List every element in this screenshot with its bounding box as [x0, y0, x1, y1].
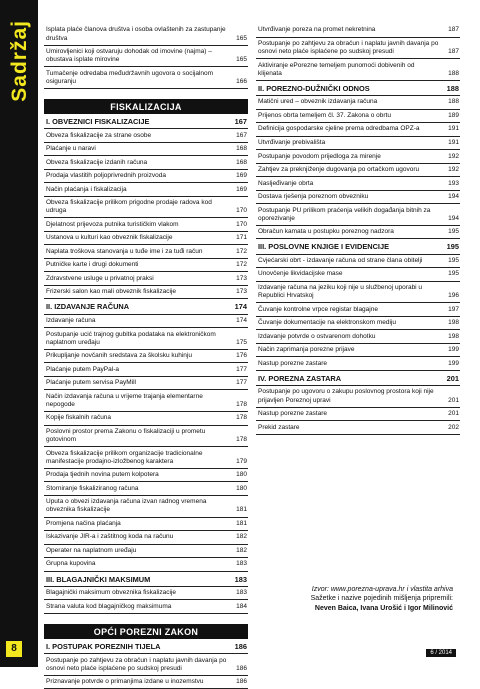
- toc-page-number: 195: [448, 228, 459, 236]
- toc-entry-row[interactable]: [44, 558, 248, 572]
- toc-page-number: 198: [448, 332, 459, 340]
- toc-page-number: 197: [448, 305, 459, 313]
- toc-entry-row[interactable]: [256, 330, 460, 344]
- toc-page-number: 194: [448, 193, 459, 201]
- toc-entry-row[interactable]: [256, 386, 460, 408]
- toc-page-number: 171: [236, 234, 247, 242]
- toc-entry-title: Utvrđivanje prebivališta: [258, 138, 326, 146]
- toc-page-number: 187: [448, 48, 459, 56]
- toc-entry-title: Putničke karte i drugi dokumenti: [46, 261, 139, 269]
- toc-chapter-row[interactable]: [44, 299, 248, 314]
- toc-page-number: 202: [448, 423, 459, 431]
- toc-entry-title: Prijenos obrta temeljem čl. 37. Zakona o obrtu: [258, 111, 391, 119]
- toc-entry-row[interactable]: [256, 317, 460, 331]
- section-heading: OPĆI POREZNI ZAKON: [44, 624, 248, 639]
- toc-entry-row[interactable]: [44, 315, 248, 329]
- left-column: [44, 24, 248, 689]
- toc-entry-row[interactable]: [256, 357, 460, 371]
- toc-page-number: 167: [236, 131, 247, 139]
- issue-badge: 6 / 2014: [426, 649, 456, 657]
- toc-entry-title: Uputa o obvezi izdavanja računa izvan radnog vremena obveznika fiskalizacije: [46, 498, 207, 514]
- toc-page-number: 178: [236, 400, 247, 408]
- toc-entry-title: Izdavanje računa na jeziku koji nije u službenoj uporabi u Republici Hrvatskoj: [258, 284, 423, 300]
- toc-entry-title: Izdavanje potvrde o ostvarenom dohotku: [258, 332, 376, 340]
- toc-page-number: 178: [236, 414, 247, 422]
- toc-entry-row[interactable]: [256, 59, 460, 81]
- toc-entry-row[interactable]: [44, 676, 248, 689]
- toc-page-number: 172: [236, 247, 247, 255]
- toc-page-number: 187: [448, 26, 459, 34]
- toc-page-number: 181: [236, 506, 247, 514]
- toc-entry-title: Kopije fiskalnih računa: [46, 414, 112, 422]
- toc-entry-row[interactable]: [44, 496, 248, 518]
- toc-entry-row[interactable]: [44, 67, 248, 89]
- toc-entry-title: Čuvanje kontrolne vrpce registar blagajne: [258, 305, 378, 313]
- toc-page-number: 195: [446, 242, 459, 252]
- toc-page-number: 166: [236, 77, 247, 85]
- toc-entry-row[interactable]: [256, 110, 460, 124]
- toc-entry-row[interactable]: [44, 218, 248, 232]
- toc-entry-row[interactable]: [256, 177, 460, 191]
- toc-entry-title: Zdravstvene usluge u privatnoj praksi: [46, 274, 154, 282]
- toc-page-number: 193: [448, 179, 459, 187]
- toc-page-number: 176: [236, 352, 247, 360]
- toc-entry-row[interactable]: [44, 377, 248, 391]
- toc-entry-row[interactable]: [44, 363, 248, 377]
- toc-entry-title: Priznavanje potvrde o primanjima izdane u inozemstvu: [46, 678, 204, 686]
- toc-entry-row[interactable]: [44, 197, 248, 219]
- sidebar: [0, 0, 38, 667]
- toc-entry-row[interactable]: [44, 143, 248, 157]
- toc-entry-row[interactable]: [44, 46, 248, 68]
- toc-entry-row[interactable]: [44, 654, 248, 676]
- toc-entry-title: Plaćanje putem servisa PayMill: [46, 379, 136, 387]
- toc-page-number: 191: [448, 125, 459, 133]
- toc-entry-row[interactable]: [256, 226, 460, 240]
- toc-page-number: 181: [236, 519, 247, 527]
- toc-entry-title: Tumačenje odredaba međudržavnih ugovora o socijalnom osiguranju: [46, 69, 214, 85]
- toc-entry-title: Prodaja vlastitih poljoprivrednih proizvoda: [46, 172, 166, 180]
- toc-chapter-row[interactable]: [44, 572, 248, 587]
- toc-entry-row[interactable]: [256, 255, 460, 269]
- toc-page-number: 184: [236, 602, 247, 610]
- toc-page-number: 183: [236, 589, 247, 597]
- toc-entry-title: II. IZDAVANJE RAČUNA: [46, 302, 130, 312]
- toc-page-number: 167: [234, 116, 247, 126]
- toc-page-number: 194: [448, 214, 459, 222]
- toc-entry-row[interactable]: [44, 545, 248, 559]
- toc-entry-row[interactable]: [44, 412, 248, 426]
- toc-page-number: 188: [448, 69, 459, 77]
- toc-entry-row[interactable]: [256, 268, 460, 282]
- footer-note: [253, 585, 453, 613]
- toc-entry-row[interactable]: [256, 96, 460, 110]
- toc-entry-title: Unovčenje likvidacijske mase: [258, 270, 343, 278]
- toc-entry-title: Utvrđivanje poreza na promet nekretnina: [258, 26, 376, 34]
- toc-entry-title: Nastup porezne zastare: [258, 410, 328, 418]
- toc-entry-row[interactable]: [44, 600, 248, 614]
- toc-entry-title: Plaćanje u naravi: [46, 145, 96, 153]
- footer-source: Izvor: www.porezna-uprava.hr i vlastita arhiva: [311, 586, 453, 593]
- toc-entry-row[interactable]: [256, 150, 460, 164]
- toc-entry-row[interactable]: [44, 272, 248, 286]
- toc-entry-title: II. POREZNO-DUŽNIČKI ODNOS: [258, 83, 370, 93]
- toc-page-number: 173: [236, 274, 247, 282]
- toc-entry-title: Naplata troškova stanovanja u tuđe ime i za tuđi račun: [46, 247, 203, 255]
- toc-entry-title: Promjena načina plaćanja: [46, 519, 121, 527]
- toc-page-number: 174: [236, 317, 247, 325]
- toc-entry-title: Poslovni prostor prema Zakonu o fiskalizaciji u prometu gotovinom: [46, 427, 206, 444]
- toc-page-number: 195: [448, 270, 459, 278]
- toc-page-number: 183: [236, 560, 247, 568]
- toc-page-number: 191: [448, 138, 459, 146]
- sidebar-title: Sadržaj: [8, 20, 31, 102]
- toc-page-number: 189: [448, 111, 459, 119]
- footer-names: Neven Baica, Ivana Urošić i Igor Milinović: [314, 604, 453, 612]
- toc-entry-row[interactable]: [44, 482, 248, 496]
- toc-entry-title: Nasljeđivanje obrta: [258, 179, 314, 187]
- toc-entry-title: Dostava rješenja poreznom obvezniku: [258, 193, 369, 201]
- toc-entry-title: III. POSLOVNE KNJIGE I EVIDENCIJE: [258, 242, 390, 252]
- toc-entry-row[interactable]: [44, 24, 248, 46]
- toc-entry-row[interactable]: [256, 421, 460, 435]
- toc-entry-row[interactable]: [44, 531, 248, 545]
- toc-entry-title: IV. POREZNA ZASTARA: [258, 373, 342, 383]
- toc-chapter-row[interactable]: [256, 81, 460, 96]
- toc-entry-title: Blagajnički maksimum obveznika fiskalizacije: [46, 589, 177, 597]
- toc-page-number: 182: [236, 533, 247, 541]
- toc-entry-row[interactable]: [44, 129, 248, 143]
- toc-entry-title: Strana valuta kod blagajničkog maksimuma: [46, 602, 172, 610]
- toc-page-number: 201: [448, 396, 459, 404]
- toc-chapter-row[interactable]: [256, 239, 460, 254]
- toc-entry-row[interactable]: [44, 426, 248, 448]
- toc-page-number: 170: [236, 220, 247, 228]
- toc-page-number: 170: [236, 207, 247, 215]
- toc-entry-title: Ustanova u kulturi kao obveznik fiskalizacije: [46, 234, 173, 242]
- toc-page-number: 186: [234, 641, 247, 651]
- toc-entry-row[interactable]: [256, 24, 460, 38]
- toc-entry-row[interactable]: [44, 390, 248, 412]
- toc-page-number: 174: [234, 302, 247, 312]
- toc-entry-title: Aktiviranje ePorezne temeljem punomoći dobivenih od klijenata: [258, 61, 415, 77]
- toc-page-number: 201: [446, 373, 459, 383]
- toc-page-number: 199: [448, 359, 459, 367]
- toc-entry-row[interactable]: [256, 38, 460, 60]
- toc-entry-title: Postupanje ucić trajnog gubitka podataka na elektroničkom naplatnom uređaju: [46, 330, 216, 346]
- toc-page-number: 180: [236, 484, 247, 492]
- toc-entry-title: Način zaprimanja porezne prijave: [258, 346, 355, 354]
- toc-entry-title: Obveza fiskalizacije prilikom prigodne prodaje radova kod udruga: [46, 199, 212, 215]
- toc-page-number: 178: [236, 436, 247, 444]
- toc-page-number: 168: [236, 145, 247, 153]
- toc-entry-title: Prekid zastare: [258, 423, 300, 431]
- toc-entry-row[interactable]: [44, 447, 248, 469]
- toc-entry-title: Zahtjev za preknjiženje dugovanja po ortačkom ugovoru: [258, 166, 420, 174]
- toc-entry-title: Način plaćanja i fiskalizacija: [46, 185, 127, 193]
- toc-entry-title: Iskazivanje JIR-a i zaštitnog koda na računu: [46, 533, 174, 541]
- toc-entry-title: Izdavanje računa: [46, 317, 96, 325]
- toc-page-number: 165: [236, 34, 247, 42]
- toc-entry-title: Umirovljenici koji ostvaruju dohodak od imovine (najma) – obustava isplate mirovine: [46, 48, 212, 64]
- toc-entry-row[interactable]: [256, 344, 460, 358]
- toc-entry-title: Definicija gospodarske cjeline prema odredbama OPZ-a: [258, 125, 420, 133]
- toc-entry-title: Grupna kupovina: [46, 560, 96, 568]
- toc-page-number: 179: [236, 457, 247, 465]
- toc-entry-row[interactable]: [44, 183, 248, 197]
- toc-entry-row[interactable]: [44, 587, 248, 601]
- toc-entry-row[interactable]: [44, 245, 248, 259]
- page-number: 8: [6, 641, 22, 657]
- toc-entry-title: Postupanje po ugovoru o zakupu poslovnog prostora koji nije prijavljen Poreznoj upravi: [258, 388, 434, 404]
- toc-entry-title: Postupanje po zahtjevu za obračun i naplatu javnih davanja po osnovi neto plaće isplaćene po sudskoj presudi: [258, 39, 439, 56]
- toc-entry-title: I. POSTUPAK POREZNIH TIJELA: [46, 641, 161, 651]
- toc-page-number: 182: [236, 546, 247, 554]
- toc-entry-title: Djelatnost prijevoza putnika turističkim vlakom: [46, 220, 179, 228]
- toc-entry-title: Operater na naplatnom uređaju: [46, 546, 137, 554]
- toc-entry-row[interactable]: [256, 204, 460, 226]
- toc-page-number: 188: [446, 83, 459, 93]
- footer-credits-label: Sažetke i nazive pojedinih mišljenja pripremili:: [310, 595, 453, 603]
- toc-entry-row[interactable]: [256, 303, 460, 317]
- toc-chapter-row[interactable]: [44, 114, 248, 129]
- toc-page-number: 172: [236, 261, 247, 269]
- toc-entry-row[interactable]: [256, 282, 460, 304]
- toc-page-number: 195: [448, 256, 459, 264]
- toc-entry-row[interactable]: [256, 191, 460, 205]
- toc-page-number: 198: [448, 319, 459, 327]
- toc-entry-row[interactable]: [44, 259, 248, 273]
- toc-page-number: 186: [236, 678, 247, 686]
- toc-entry-row[interactable]: [44, 286, 248, 300]
- toc-entry-title: Obračun kamata u postupku poreznog nadzora: [258, 228, 394, 236]
- toc-entry-title: Način izdavanja računa u vrijeme trajanja elementarne nepogode: [46, 392, 203, 408]
- toc-page-number: 183: [234, 574, 247, 584]
- toc-page-number: 177: [236, 379, 247, 387]
- toc-page-number: 188: [448, 98, 459, 106]
- toc-entry-title: III. BLAGAJNIČKI MAKSIMUM: [46, 574, 151, 584]
- toc-entry-row[interactable]: [44, 328, 248, 350]
- toc-page-number: 201: [448, 410, 459, 418]
- toc-entry-row[interactable]: [256, 123, 460, 137]
- toc-entry-title: I. OBVEZNICI FISKALIZACIJE: [46, 116, 150, 126]
- toc-entry-title: Obveza fiskalizacije za strane osobe: [46, 131, 152, 139]
- toc-chapter-row[interactable]: [256, 371, 460, 386]
- toc-page-number: 177: [236, 365, 247, 373]
- toc-entry-title: Storniranje fiskaliziranog računa: [46, 484, 139, 492]
- toc-entry-row[interactable]: [256, 164, 460, 178]
- toc-page-number: 175: [236, 338, 247, 346]
- toc-chapter-row[interactable]: [44, 639, 248, 654]
- toc-entry-title: Obveza fiskalizacije prilikom organizacije tradicionalne manifestacije prodajno-izložbenog karaktera: [46, 449, 203, 465]
- toc-page-number: 192: [448, 166, 459, 174]
- toc-entry-title: Plaćanje putem PayPal-a: [46, 365, 119, 373]
- toc-entry-row[interactable]: [44, 518, 248, 532]
- section-heading: FISKALIZACIJA: [44, 99, 248, 114]
- toc-entry-row[interactable]: [44, 170, 248, 184]
- toc-entry-title: Postupanje PU prilikom praćenja velikih događanja bitnih za oporezivanje: [258, 206, 431, 222]
- toc-page-number: 169: [236, 172, 247, 180]
- toc-entry-title: Obveza fiskalizacije izdanih računa: [46, 158, 148, 166]
- toc-entry-row[interactable]: [44, 350, 248, 364]
- toc-page-number: 165: [236, 56, 247, 64]
- toc-entry-title: Nastup porezne zastare: [258, 359, 328, 367]
- toc-page-number: 180: [236, 471, 247, 479]
- toc-entry-row[interactable]: [44, 469, 248, 483]
- toc-page-number: 196: [448, 292, 459, 300]
- toc-entry-title: Matični ured – obveznik izdavanja računa: [258, 98, 378, 106]
- toc-entry-title: Cvjećarski obrt - izdavanje računa od strane člana obitelji: [258, 256, 423, 264]
- toc-entry-row[interactable]: [44, 232, 248, 246]
- toc-entry-row[interactable]: [256, 408, 460, 422]
- toc-page-number: 199: [448, 346, 459, 354]
- toc-entry-row[interactable]: [256, 137, 460, 151]
- toc-entry-title: Frizerski salon kao mali obveznik fiskalizacije: [46, 288, 177, 296]
- toc-page-number: 186: [236, 664, 247, 672]
- toc-page-number: 169: [236, 185, 247, 193]
- toc-entry-title: Čuvanje dokumentacije na elektronskom mediju: [258, 319, 397, 327]
- toc-entry-title: Prodaja tjednih novina putem kolpotera: [46, 471, 159, 479]
- toc-entry-title: Prikupljanje novčanih sredstava za školsku kuhinju: [46, 352, 192, 360]
- toc-page-number: 173: [236, 288, 247, 296]
- toc-entry-title: Isplata plaće članova društva i osoba ovlaštenih za zastupanje društva: [46, 26, 226, 42]
- right-column: [256, 24, 460, 435]
- toc-page-number: 168: [236, 158, 247, 166]
- toc-entry-row[interactable]: [44, 156, 248, 170]
- toc-entry-title: Postupanje po zahtjevu za obračun i naplatu javnih davanja po osnovi neto plaće isplaćene po sudskoj presudi: [46, 656, 227, 672]
- toc-page-number: 192: [448, 152, 459, 160]
- toc-entry-title: Postupanje povodom prijedloga za mirenje: [258, 152, 381, 160]
